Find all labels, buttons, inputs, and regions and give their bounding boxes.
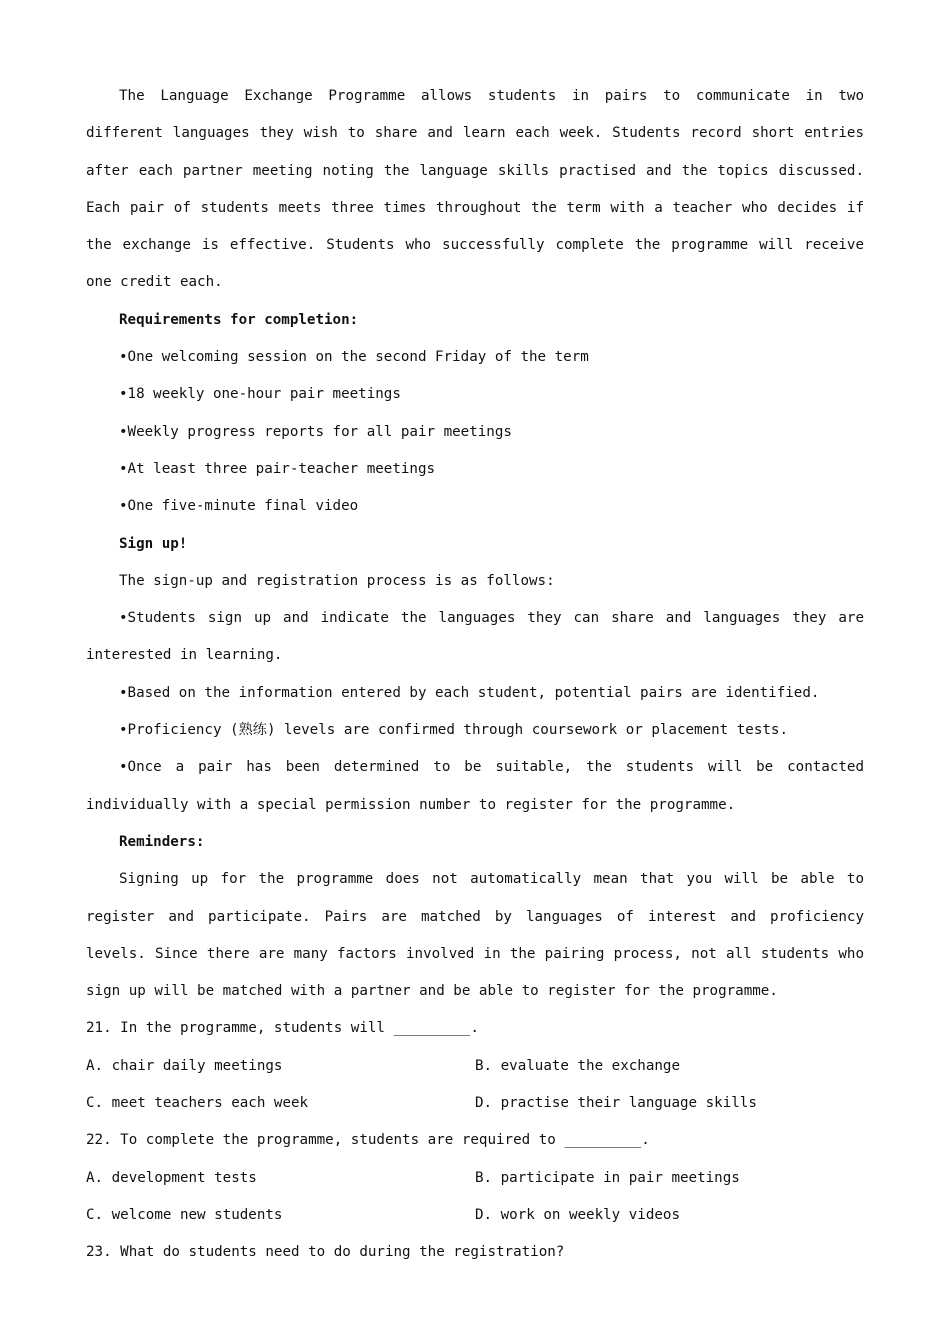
signup-item: •Students sign up and indicate the languages they can share and languages they are interested in learning.	[86, 610, 864, 664]
question-22-options-row-2	[86, 1197, 864, 1234]
reminders-heading: Reminders:	[119, 833, 205, 850]
reminders-paragraph: Signing up for the programme does not automatically mean that you will be able to register and participate. Pairs are matched by languages of interest and proficiency levels. Since there are many factors involved in the pairing process, not all students who sign up will be matched with a partner and be able to register for the programme.	[86, 871, 864, 1000]
option-d[interactable]: D. practise their language skills	[475, 1095, 757, 1112]
question-21-options-row-1	[86, 1048, 864, 1085]
question-22-stem: 22. To complete the programme, students are required to _________.	[86, 1132, 650, 1149]
option-a[interactable]: A. development tests	[86, 1169, 257, 1186]
requirement-item: •One five-minute final video	[119, 498, 359, 515]
signup-heading: Sign up!	[119, 535, 188, 552]
requirement-item: •Weekly progress reports for all pair meetings	[119, 423, 512, 440]
requirements-heading: Requirements for completion:	[119, 311, 359, 328]
signup-lead: The sign-up and registration process is as follows:	[119, 572, 555, 589]
question-21-stem: 21. In the programme, students will _________.	[86, 1020, 479, 1037]
document-page	[86, 78, 864, 1272]
requirement-item: •18 weekly one-hour pair meetings	[119, 386, 401, 403]
requirement-item: •At least three pair-teacher meetings	[119, 460, 436, 477]
signup-item: •Proficiency (熟练) levels are confirmed through coursework or placement tests.	[119, 722, 788, 739]
signup-item: •Once a pair has been determined to be suitable, the students will be contacted individually with a special permission number to register for the programme.	[86, 759, 864, 813]
option-b[interactable]: B. participate in pair meetings	[475, 1169, 740, 1186]
signup-item: •Based on the information entered by each student, potential pairs are identified.	[119, 684, 820, 701]
option-c[interactable]: C. meet teachers each week	[86, 1095, 309, 1112]
question-23-stem: 23. What do students need to do during the registration?	[86, 1244, 565, 1261]
option-d[interactable]: D. work on weekly videos	[475, 1206, 680, 1223]
question-21-options-row-2	[86, 1085, 864, 1122]
question-22-options-row-1	[86, 1160, 864, 1197]
intro-paragraph: The Language Exchange Programme allows students in pairs to communicate in two different languages they wish to share and learn each week. Students record short entries after each partner meeting noting the language skills practised and the topics discussed. Each pair of students meets three times throughout the term with a teacher who decides if the exchange is effective. Students who successfully complete the programme will receive one credit each.	[86, 88, 864, 291]
option-c[interactable]: C. welcome new students	[86, 1206, 283, 1223]
option-b[interactable]: B. evaluate the exchange	[475, 1057, 680, 1074]
requirement-item: •One welcoming session on the second Friday of the term	[119, 349, 589, 366]
option-a[interactable]: A. chair daily meetings	[86, 1057, 283, 1074]
